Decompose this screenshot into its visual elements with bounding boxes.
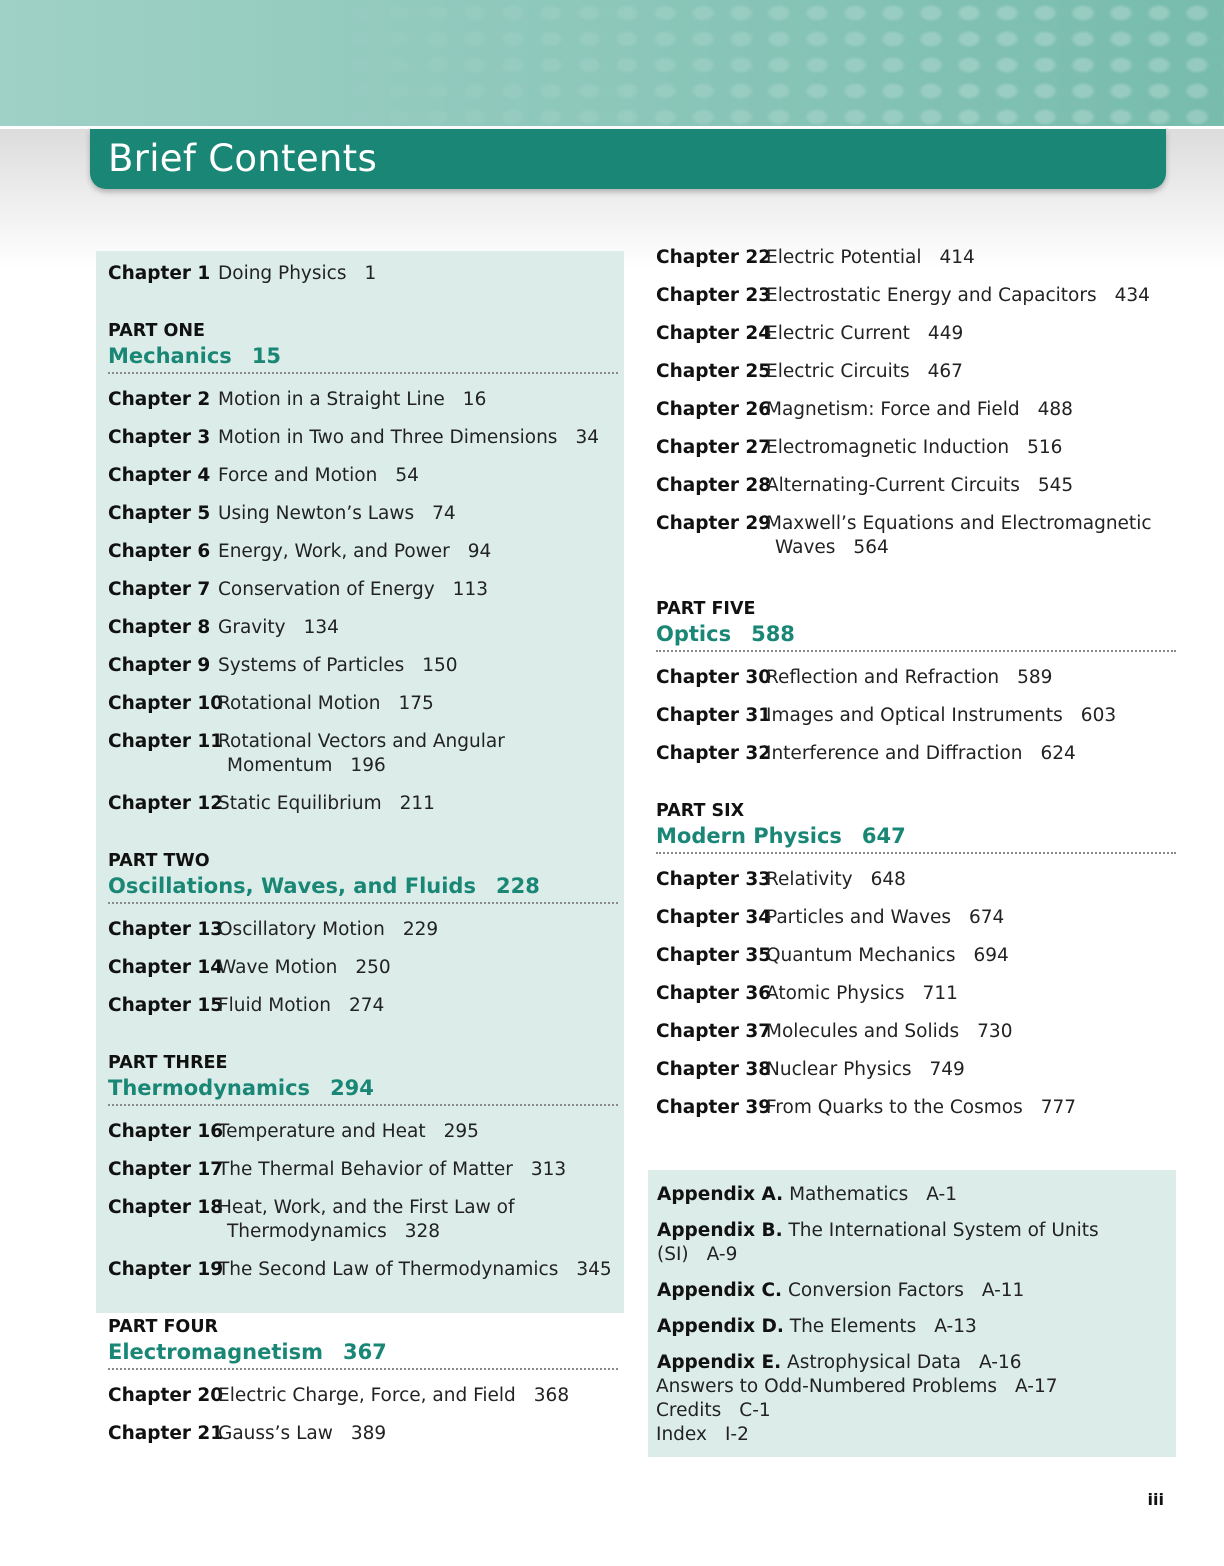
chapter-entry-text: [766, 322, 1176, 346]
toc-entry[interactable]: [108, 956, 618, 980]
toc-entry[interactable]: [656, 398, 1176, 422]
chapter-entry-text: [766, 1058, 1176, 1082]
toc-entry[interactable]: [656, 704, 1176, 728]
chapter-number: Chapter 21: [108, 1423, 224, 1444]
chapter-title: Energy, Work, and Power: [218, 541, 450, 562]
chapter-title: Gauss’s Law: [218, 1423, 333, 1444]
part-label: PART TWO: [108, 851, 210, 871]
appendix-entry[interactable]: [657, 1183, 1167, 1207]
chapter-page: 730: [977, 1021, 1013, 1042]
chapter-entry-text: [218, 262, 618, 286]
chapter-number: Chapter 3: [108, 427, 211, 448]
chapter-number: Chapter 22: [656, 247, 772, 268]
chapter-page: 328: [404, 1221, 441, 1242]
part-page: 367: [342, 1340, 387, 1364]
chapter-title: Relativity: [766, 869, 853, 890]
chapter-page: 434: [1114, 285, 1150, 306]
toc-entry[interactable]: [656, 1020, 1176, 1044]
chapter-entry-text: [218, 1258, 618, 1282]
chapter-page: 313: [530, 1159, 567, 1180]
toc-entry[interactable]: [656, 284, 1176, 308]
chapter-entry-text: [766, 474, 1176, 498]
chapter-title: Doing Physics: [218, 263, 347, 284]
chapter-entry-text: [766, 704, 1176, 728]
chapter-entry-text: [766, 982, 1176, 1006]
chapter-entry-text: [766, 1096, 1176, 1120]
appendix-title: The International System of Units (SI): [657, 1220, 1099, 1265]
part-page: 647: [861, 824, 906, 848]
chapter-page: 229: [402, 919, 439, 940]
chapter-number: Chapter 14: [108, 957, 224, 978]
chapter-entry-text: [766, 666, 1176, 690]
chapter-entry-text: [766, 1020, 1176, 1044]
chapter-entry-text: [766, 868, 1176, 892]
chapter-number: Chapter 30: [656, 667, 772, 688]
chapter-page: 250: [355, 957, 391, 978]
chapter-title: Rotational Vectors and Angular: [218, 731, 505, 752]
part-title[interactable]: [108, 342, 618, 374]
toc-entry[interactable]: [656, 906, 1176, 930]
chapter-title: The Second Law of Thermodynamics: [218, 1259, 559, 1280]
chapter-entry-text: [766, 436, 1176, 460]
part-title[interactable]: [656, 822, 1176, 854]
chapter-entry-text: [218, 388, 618, 412]
toc-entry[interactable]: [108, 1158, 618, 1182]
toc-entry[interactable]: [108, 616, 618, 640]
part-title[interactable]: [108, 1074, 618, 1106]
chapter-entry-text: [218, 616, 618, 640]
chapter-title: Images and Optical Instruments: [766, 705, 1063, 726]
chapter-page: 274: [349, 995, 385, 1016]
chapter-page: 368: [533, 1385, 570, 1406]
chapter-title: Oscillatory Motion: [218, 919, 385, 940]
chapter-title: Using Newton’s Laws: [218, 503, 415, 524]
toc-entry[interactable]: [108, 540, 618, 564]
part-page: 294: [330, 1076, 374, 1100]
chapter-title: Electric Current: [766, 323, 910, 344]
chapter-entry-text: [766, 512, 1176, 560]
appendix-title: The Elements: [789, 1316, 917, 1337]
chapter-number: Chapter 23: [656, 285, 772, 306]
chapter-title: Magnetism: Force and Field: [766, 399, 1020, 420]
toc-entry[interactable]: [656, 944, 1176, 968]
chapter-entry-text: [766, 944, 1176, 968]
chapter-page: 150: [422, 655, 458, 676]
chapter-page: 694: [973, 945, 1009, 966]
chapter-entry-text: [218, 956, 618, 980]
chapter-page: 389: [350, 1423, 387, 1444]
back-matter-title: Answers to Odd-Numbered Problems: [656, 1376, 998, 1397]
chapter-entry-text: [218, 502, 618, 526]
chapter-title: Temperature and Heat: [218, 1121, 426, 1142]
chapter-title: Quantum Mechanics: [766, 945, 956, 966]
chapter-number: Chapter 36: [656, 983, 772, 1004]
chapter-page: 54: [395, 465, 419, 486]
chapter-number: Chapter 4: [108, 465, 211, 486]
appendix-page: A-9: [706, 1244, 738, 1265]
chapter-page: 516: [1027, 437, 1063, 458]
chapter-number: Chapter 31: [656, 705, 772, 726]
page-number: iii: [1147, 1490, 1164, 1509]
toc-entry[interactable]: [108, 426, 618, 450]
chapter-number: Chapter 38: [656, 1059, 772, 1080]
appendix-title: Mathematics: [789, 1184, 909, 1205]
chapter-entry-text: [218, 692, 618, 716]
chapter-title: Atomic Physics: [766, 983, 905, 1004]
part-header: [108, 850, 618, 904]
toc-entry[interactable]: [108, 994, 618, 1018]
chapter-title: Rotational Motion: [218, 693, 381, 714]
toc-entry[interactable]: [656, 868, 1176, 892]
part-title-text: Optics: [656, 622, 732, 646]
appendix-entry[interactable]: [657, 1315, 1167, 1339]
toc-entry[interactable]: [108, 918, 618, 942]
chapter-entry-text: [218, 994, 618, 1018]
chapter-title: Electric Circuits: [766, 361, 910, 382]
part-title[interactable]: [108, 872, 618, 904]
chapter-entry-text: [218, 654, 618, 678]
toc-entry[interactable]: [656, 360, 1176, 384]
chapter-page: 749: [929, 1059, 965, 1080]
page-title: Brief Contents: [108, 137, 378, 180]
appendix-label: Appendix D.: [657, 1316, 784, 1337]
chapter-entry-text: [766, 906, 1176, 930]
part-title[interactable]: [108, 1338, 618, 1370]
chapter-entry-text: [766, 398, 1176, 422]
chapter-page: 674: [968, 907, 1005, 928]
chapter-number: Chapter 25: [656, 361, 772, 382]
chapter-number: Chapter 34: [656, 907, 772, 928]
chapter-page: 545: [1037, 475, 1074, 496]
part-label: PART FIVE: [656, 599, 756, 619]
chapter-page: 134: [303, 617, 339, 638]
chapter-title: Electric Potential: [766, 247, 922, 268]
chapter-number: Chapter 19: [108, 1259, 224, 1280]
chapter-page: 589: [1017, 667, 1053, 688]
chapter-title: Nuclear Physics: [766, 1059, 912, 1080]
chapter-title: Molecules and Solids: [766, 1021, 960, 1042]
chapter-entry-text: [218, 1196, 618, 1244]
part-label: PART THREE: [108, 1053, 228, 1073]
chapter-number: Chapter 33: [656, 869, 772, 890]
chapter-title: Reflection and Refraction: [766, 667, 1000, 688]
chapter-title: Gravity: [218, 617, 286, 638]
part-page: 15: [251, 344, 282, 368]
chapter-page: 777: [1040, 1097, 1077, 1118]
chapter-entry-text: [218, 1158, 618, 1182]
chapter-page: 345: [576, 1259, 612, 1280]
chapter-page: 295: [443, 1121, 479, 1142]
toc-entry[interactable]: [108, 464, 618, 488]
chapter-title: Motion in a Straight Line: [218, 389, 445, 410]
chapter-number: Chapter 18: [108, 1197, 224, 1218]
chapter-title: Electromagnetic Induction: [766, 437, 1010, 458]
part-label: PART ONE: [108, 321, 205, 341]
back-matter-list: [656, 1375, 1166, 1447]
chapter-number: Chapter 20: [108, 1385, 224, 1406]
chapter-number: Chapter 29: [656, 513, 772, 534]
chapter-title: The Thermal Behavior of Matter: [218, 1159, 513, 1180]
toc-entry[interactable]: [108, 262, 618, 286]
part-title-text: Mechanics: [108, 344, 232, 368]
chapter-page: 211: [399, 793, 435, 814]
part-title-text: Thermodynamics: [108, 1076, 311, 1100]
toc-entry[interactable]: [108, 578, 618, 602]
toc-entry[interactable]: [108, 502, 618, 526]
chapter-entry-text: [218, 730, 618, 778]
chapter-title: Alternating-Current Circuits: [766, 475, 1020, 496]
chapter-number: Chapter 5: [108, 503, 211, 524]
appendix-label: Appendix B.: [657, 1220, 783, 1241]
appendix-list: [657, 1183, 1167, 1387]
chapter-page: 196: [350, 755, 386, 776]
chapter-number: Chapter 17: [108, 1159, 224, 1180]
chapter-entry-text: [218, 426, 618, 450]
back-matter-entry[interactable]: [656, 1375, 1166, 1399]
part-page: 588: [751, 622, 795, 646]
toc-entry[interactable]: [108, 730, 618, 778]
chapter-title: From Quarks to the Cosmos: [766, 1097, 1023, 1118]
toc-entry[interactable]: [656, 436, 1176, 460]
chapter-page: 1: [364, 263, 377, 284]
chapter-page: 711: [922, 983, 958, 1004]
chapter-page: 603: [1080, 705, 1117, 726]
toc-entry[interactable]: [108, 388, 618, 412]
chapter-page: 624: [1040, 743, 1076, 764]
chapter-page: 113: [452, 579, 488, 600]
chapter-title: Conservation of Energy: [218, 579, 435, 600]
part-title-text: Electromagnetism: [108, 1340, 323, 1364]
chapter-page: 467: [927, 361, 963, 382]
chapter-title-continued: Momentum: [227, 755, 333, 776]
chapter-number: Chapter 12: [108, 793, 224, 814]
chapter-number: Chapter 13: [108, 919, 224, 940]
back-matter-title: Index: [656, 1424, 707, 1445]
chapter-title: Electric Charge, Force, and Field: [218, 1385, 516, 1406]
chapter-page: 449: [927, 323, 964, 344]
chapter-title: Static Equilibrium: [218, 793, 382, 814]
chapter-number: Chapter 37: [656, 1021, 772, 1042]
chapter-number: Chapter 24: [656, 323, 772, 344]
chapter-title: Force and Motion: [218, 465, 378, 486]
chapter-title: Fluid Motion: [218, 995, 331, 1016]
chapter-page: 16: [462, 389, 487, 410]
chapter-title-continued: Thermodynamics: [227, 1221, 387, 1242]
chapter-number: Chapter 1: [108, 263, 211, 284]
toc-entry[interactable]: [656, 322, 1176, 346]
chapter-entry-text: [218, 464, 618, 488]
toc-entry[interactable]: [108, 654, 618, 678]
chapter-page: 648: [870, 869, 906, 890]
chapter-title: Heat, Work, and the First Law of: [218, 1197, 515, 1218]
back-matter-entry[interactable]: [656, 1423, 1166, 1447]
appendix-entry[interactable]: [657, 1279, 1167, 1303]
toc-entry[interactable]: [656, 666, 1176, 690]
appendix-label: Appendix A.: [657, 1184, 784, 1205]
chapter-title: Electrostatic Energy and Capacitors: [766, 285, 1097, 306]
chapter-page: 488: [1037, 399, 1073, 420]
chapter-title: Maxwell’s Equations and Electromagnetic: [766, 513, 1152, 534]
toc-entry[interactable]: [108, 1120, 618, 1144]
chapter-page: 34: [575, 427, 599, 448]
chapter-page: 564: [853, 537, 889, 558]
chapter-entry-text: [218, 1384, 618, 1408]
part-title[interactable]: [656, 620, 1176, 652]
toc-entry[interactable]: [108, 692, 618, 716]
appendix-entry[interactable]: [657, 1219, 1167, 1267]
header-banner: [0, 0, 1224, 126]
part-label: PART SIX: [656, 801, 745, 821]
chapter-title-continued: Waves: [775, 537, 836, 558]
chapter-number: Chapter 27: [656, 437, 772, 458]
chapter-number: Chapter 16: [108, 1121, 224, 1142]
chapter-entry-text: [218, 578, 618, 602]
appendix-label: Appendix E.: [657, 1352, 782, 1373]
left-column: [108, 262, 618, 1460]
toc-entry[interactable]: [656, 982, 1176, 1006]
back-matter-page: I-2: [724, 1424, 749, 1445]
chapter-number: Chapter 9: [108, 655, 211, 676]
toc-entry[interactable]: [656, 1096, 1176, 1120]
chapter-number: Chapter 10: [108, 693, 224, 714]
part-label: PART FOUR: [108, 1317, 218, 1337]
part-header: [108, 1316, 618, 1370]
chapter-number: Chapter 32: [656, 743, 772, 764]
chapter-page: 94: [467, 541, 492, 562]
toc-entry[interactable]: [108, 792, 618, 816]
chapter-title: Particles and Waves: [766, 907, 951, 928]
toc-entry[interactable]: [108, 1422, 618, 1446]
chapter-number: Chapter 15: [108, 995, 224, 1016]
chapter-page: 74: [432, 503, 456, 524]
chapter-entry-text: [766, 742, 1176, 766]
chapter-number: Chapter 26: [656, 399, 772, 420]
chapter-number: Chapter 6: [108, 541, 211, 562]
toc-entry[interactable]: [108, 1384, 618, 1408]
appendix-page: A-1: [926, 1184, 957, 1205]
back-matter-page: C-1: [739, 1400, 771, 1421]
chapter-number: Chapter 35: [656, 945, 772, 966]
toc-entry[interactable]: [656, 742, 1176, 766]
appendix-title: Conversion Factors: [787, 1280, 964, 1301]
chapter-number: Chapter 8: [108, 617, 211, 638]
chapter-title: Wave Motion: [218, 957, 338, 978]
toc-entry[interactable]: [108, 1196, 618, 1244]
chapter-number: Chapter 39: [656, 1097, 772, 1118]
appendix-page: A-13: [934, 1316, 977, 1337]
chapter-entry-text: [218, 1422, 618, 1446]
part-header: [108, 1052, 618, 1106]
appendix-page: A-16: [979, 1352, 1022, 1373]
chapter-page: 175: [398, 693, 434, 714]
chapter-title: Interference and Diffraction: [766, 743, 1023, 764]
part-title-text: Modern Physics: [656, 824, 842, 848]
chapter-entry-text: [218, 540, 618, 564]
appendix-page: A-11: [981, 1280, 1025, 1301]
toc-entry[interactable]: [108, 1258, 618, 1282]
toc-entry[interactable]: [656, 1058, 1176, 1082]
part-header: [108, 320, 618, 374]
title-bar: [90, 129, 1166, 189]
chapter-entry-text: [766, 284, 1176, 308]
chapter-entry-text: [218, 1120, 618, 1144]
chapter-page: 414: [939, 247, 975, 268]
part-header: [656, 800, 1176, 854]
part-page: 228: [495, 874, 540, 898]
chapter-number: Chapter 11: [108, 731, 224, 752]
toc-entry[interactable]: [656, 512, 1176, 560]
appendix-entry[interactable]: [657, 1351, 1167, 1375]
appendix-title: Astrophysical Data: [787, 1352, 962, 1373]
chapter-number: Chapter 28: [656, 475, 772, 496]
chapter-number: Chapter 7: [108, 579, 211, 600]
part-header: [656, 598, 1176, 652]
chapter-number: Chapter 2: [108, 389, 211, 410]
toc-entry[interactable]: [656, 246, 1176, 270]
chapter-entry-text: [218, 792, 618, 816]
appendix-label: Appendix C.: [657, 1280, 783, 1301]
chapter-entry-text: [766, 360, 1176, 384]
chapter-title: Systems of Particles: [218, 655, 405, 676]
toc-entry[interactable]: [656, 474, 1176, 498]
part-title-text: Oscillations, Waves, and Fluids: [108, 874, 476, 898]
back-matter-page: A-17: [1015, 1376, 1058, 1397]
right-column: [656, 246, 1176, 1134]
chapter-title: Motion in Two and Three Dimensions: [218, 427, 558, 448]
back-matter-entry[interactable]: [656, 1399, 1166, 1423]
chapter-entry-text: [766, 246, 1176, 270]
back-matter-title: Credits: [656, 1400, 722, 1421]
chapter-entry-text: [218, 918, 618, 942]
